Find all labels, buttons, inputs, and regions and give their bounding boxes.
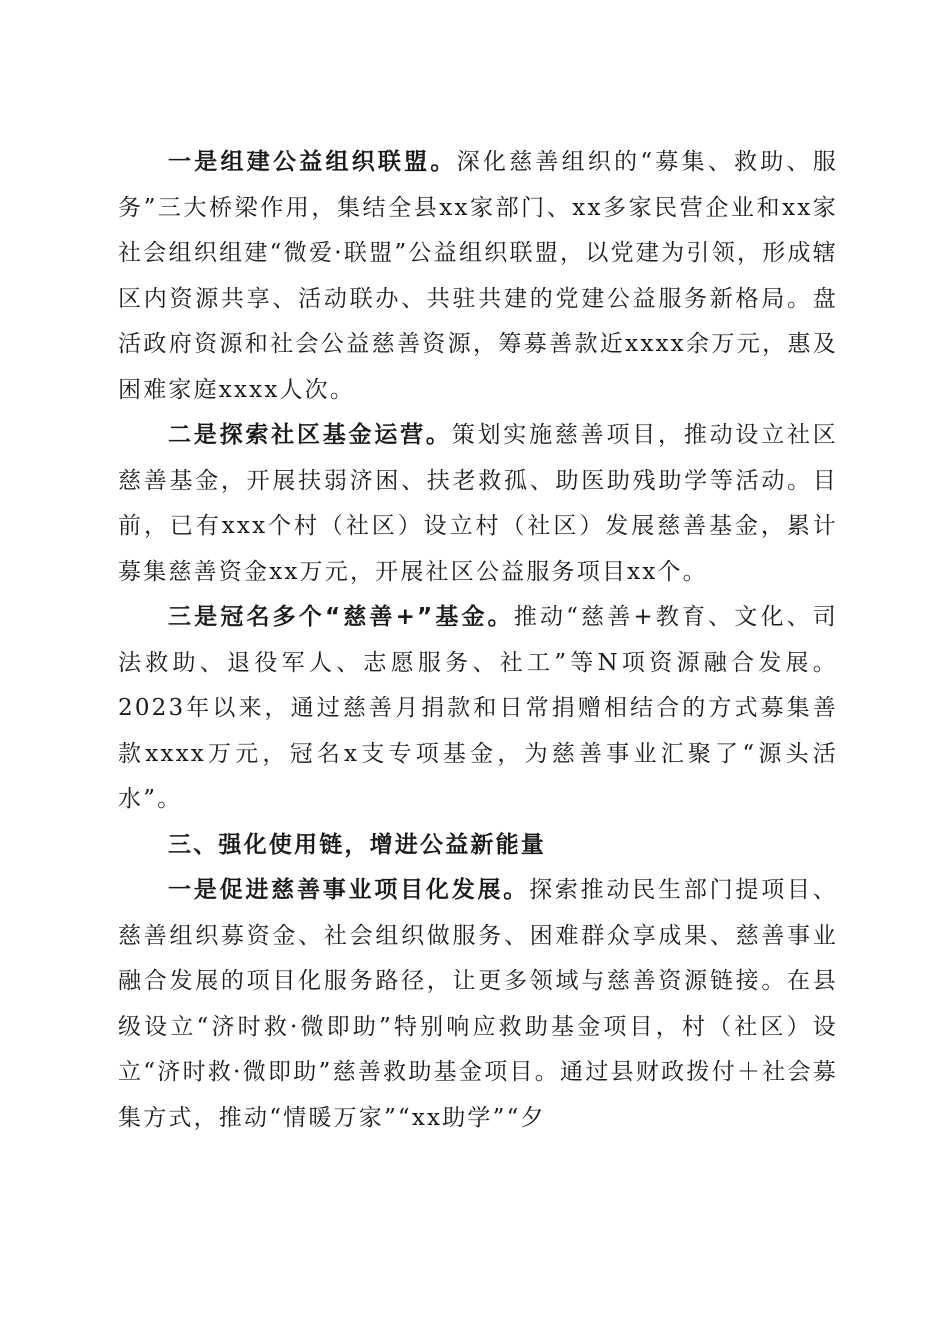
paragraph-lead: 二是探索社区基金运营。: [168, 422, 452, 448]
paragraph-body: 推动“慈善+教育、文化、司法救助、退役军人、志愿服务、社工”等N项资源融合发展。2023年以来，通过慈善月捐款和日常捐赠相结合的方式募集善款xxxx万元，冠名x支专项基金，为慈善事业汇聚了“源头活水”。: [118, 604, 838, 812]
paragraph-body: 探索推动民生部门提项目、慈善组织募资金、社会组织做服务、困难群众享成果、慈善事业融合发展的项目化服务路径，让更多领域与慈善资源链接。在县级设立“济时救·微即助”特别响应救助基金项目，村（社区）设立“济时救·微即助”慈善救助基金项目。通过县财政拨付＋社会募集方式，推动“情暖万家”“xx助学”“夕: [118, 877, 838, 1131]
paragraph-body: 策划实施慈善项目，推动设立社区慈善基金，开展扶弱济困、扶老救孤、助医助残助学等活动。目前，已有xxx个村（社区）设立村（社区）发展慈善基金，累计募集慈善资金xx万元，开展社区公益服务项目xx个。: [118, 422, 839, 585]
section-heading: 三、强化使用链，增进公益新能量: [168, 831, 546, 858]
paragraph-project-development: [118, 868, 838, 1141]
paragraph-named-funds: [118, 595, 838, 823]
paragraph-lead: 三是冠名多个“慈善+”基金。: [168, 604, 514, 630]
paragraph-lead: 一是组建公益组织联盟。: [168, 149, 457, 175]
paragraph-alliance: [118, 140, 838, 413]
document-page: [118, 140, 838, 1141]
paragraph-body: 深化慈善组织的“募集、救助、服务”三大桥梁作用，集结全县xx家部门、xx多家民营企业和xx家社会组织组建“微爱·联盟”公益组织联盟，以党建为引领，形成辖区内资源共享、活动联办、共驻共建的党建公益服务新格局。盘活政府资源和社会公益慈善资源，筹募善款近xxxx余万元，惠及困难家庭xxxx人次。: [118, 149, 838, 403]
paragraph-community-fund: [118, 413, 838, 595]
paragraph-lead: 一是促进慈善事业项目化发展。: [168, 877, 530, 903]
